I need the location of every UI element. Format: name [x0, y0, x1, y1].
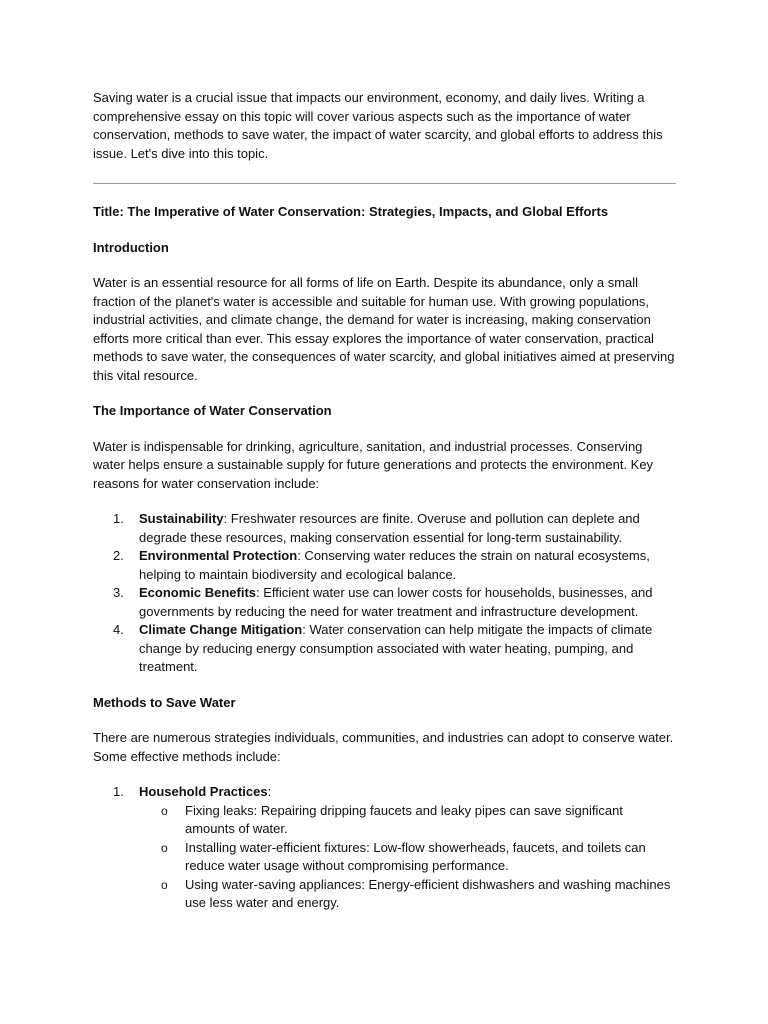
- list-item: [93, 783, 676, 913]
- sub-list-item-text: Installing water-efficient fixtures: Low-flow showerheads, faucets, and toilets can reduce water usage without compromising performance.: [185, 839, 646, 873]
- sub-list-item: [139, 839, 676, 876]
- list-item-text: : Efficient water use can lower costs for households, businesses, and governments by reducing the need for water treatment and infrastructure development.: [139, 585, 653, 619]
- list-item: [93, 510, 676, 547]
- list-number: 1.: [113, 784, 124, 799]
- essay-title: Title: The Imperative of Water Conservation: Strategies, Impacts, and Global Efforts: [93, 204, 609, 219]
- list-item-text: :: [267, 784, 272, 799]
- introduction-heading: Introduction: [93, 239, 169, 255]
- list-item-term: Sustainability: [139, 511, 224, 526]
- importance-reasons-list: [93, 510, 676, 677]
- list-number: 2.: [113, 548, 124, 563]
- preface-paragraph: Saving water is a crucial issue that impacts our environment, economy, and daily lives. Writing a comprehensive essay on this topic will cover various aspects such as the importance of water conservation, methods to save water, the impact of water scarcity, and global efforts to address this issue. Let's dive into this topic.: [93, 90, 663, 161]
- methods-list: [93, 783, 676, 913]
- introduction-paragraph: Water is an essential resource for all forms of life on Earth. Despite its abundance, only a small fraction of the planet's water is accessible and suitable for human use. With growing populations, industrial activities, and climate change, the demand for water is increasing, making conservation efforts more critical than ever. This essay explores the importance of water conservation, practical methods to save water, the consequences of water scarcity, and global initiatives aimed at preserving this vital resource.: [93, 275, 675, 383]
- list-item-term: Environmental Protection: [139, 548, 298, 563]
- list-item-text: : Water conservation can help mitigate the impacts of climate change by reducing energy consumption associated with water heating, pumping, and treatment.: [139, 622, 653, 674]
- sub-list-item: [139, 876, 676, 913]
- horizontal-divider: [93, 183, 676, 184]
- bullet-marker: o: [161, 803, 168, 818]
- list-item-text: : Freshwater resources are finite. Overuse and pollution can deplete and degrade these resources, making conservation essential for long-term sustainability.: [139, 511, 640, 545]
- list-number: 3.: [113, 585, 124, 600]
- list-item: [93, 621, 676, 677]
- list-item-text: : Conserving water reduces the strain on natural ecosystems, helping to maintain biodiversity and ecological balance.: [139, 548, 650, 582]
- household-practices-sublist: [139, 802, 676, 913]
- list-item: [93, 547, 676, 584]
- sub-list-item-text: Using water-saving appliances: Energy-efficient dishwashers and washing machines use less water and energy.: [185, 876, 671, 910]
- list-item: [93, 584, 676, 621]
- bullet-marker: o: [161, 877, 168, 892]
- list-number: 1.: [113, 511, 124, 526]
- sub-list-item-text: Fixing leaks: Repairing dripping faucets and leaky pipes can save significant amounts of water.: [185, 802, 623, 836]
- list-number: 4.: [113, 622, 124, 637]
- bullet-marker: o: [161, 840, 168, 855]
- methods-heading: Methods to Save Water: [93, 694, 236, 710]
- methods-paragraph: There are numerous strategies individuals, communities, and industries can adopt to conserve water. Some effective methods include:: [93, 730, 674, 764]
- list-item-term: Climate Change Mitigation: [139, 622, 303, 637]
- list-item-term: Economic Benefits: [139, 585, 257, 600]
- sub-list-item: [139, 802, 676, 839]
- list-item-term: Household Practices: [139, 784, 268, 799]
- importance-heading: The Importance of Water Conservation: [93, 403, 332, 418]
- importance-paragraph: Water is indispensable for drinking, agriculture, sanitation, and industrial processes. Conserving water helps ensure a sustainable supply for future generations and protects the environment. Key reasons for water conservation include:: [93, 438, 654, 491]
